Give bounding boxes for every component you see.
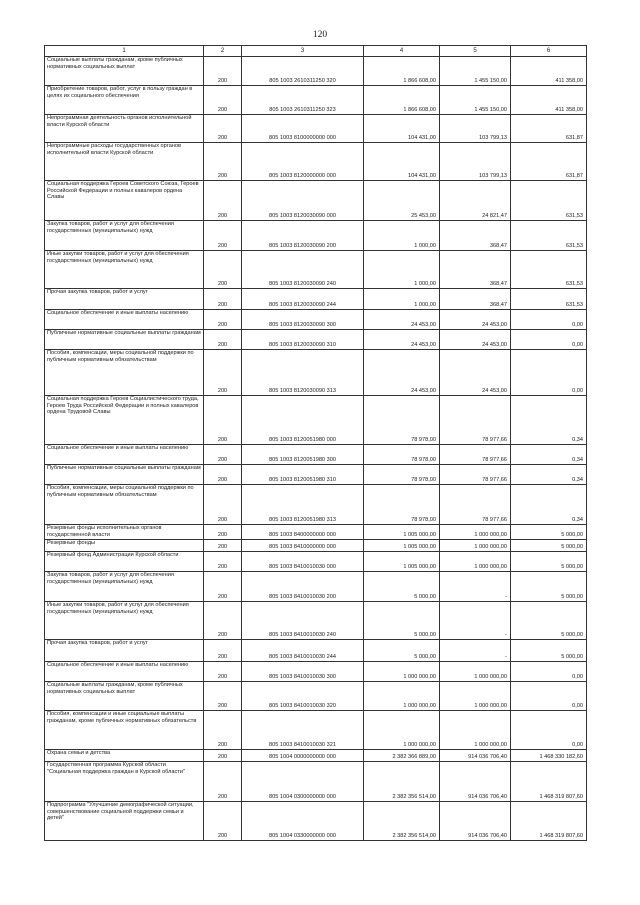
row-remainder: 631,87 <box>511 143 587 181</box>
row-name: Социальное обеспечение и иные выплаты населению <box>45 310 204 330</box>
row-plan: 24 453,00 <box>364 310 440 330</box>
row-plan: 1 866 608,00 <box>364 86 440 115</box>
row-plan: 1 005 000,00 <box>364 552 440 572</box>
row-executed: 78 977,66 <box>440 485 511 525</box>
table-row <box>45 143 587 181</box>
row-code: 805 1003 8410010030 321 <box>242 711 364 750</box>
row-code: 805 1003 8120030090 310 <box>242 330 364 350</box>
table-row <box>45 251 587 289</box>
row-code: 805 1003 8410000000 000 <box>242 540 364 552</box>
table-row <box>45 572 587 602</box>
row-section: 200 <box>204 350 242 396</box>
row-remainder: 0,34 <box>511 465 587 485</box>
table-row <box>45 330 587 350</box>
table-row <box>45 802 587 841</box>
row-plan: 1 000,00 <box>364 221 440 251</box>
table-row <box>45 465 587 485</box>
row-name: Резервные фонды исполнительных органов государственной власти <box>45 525 204 540</box>
row-section: 200 <box>204 572 242 602</box>
row-code: 805 1003 8410010030 244 <box>242 640 364 662</box>
row-section: 200 <box>204 750 242 762</box>
row-code: 805 1004 0330000000 000 <box>242 802 364 841</box>
row-section: 200 <box>204 602 242 640</box>
row-remainder: 5 000,00 <box>511 602 587 640</box>
table-row <box>45 289 587 310</box>
table-row <box>45 396 587 445</box>
row-section: 200 <box>204 802 242 841</box>
row-executed: 78 977,66 <box>440 445 511 465</box>
row-plan: 1 000,00 <box>364 251 440 289</box>
row-remainder: 631,53 <box>511 251 587 289</box>
table-row <box>45 350 587 396</box>
row-plan: 78 978,00 <box>364 485 440 525</box>
row-remainder: 631,53 <box>511 289 587 310</box>
row-code: 805 1003 8120030090 240 <box>242 251 364 289</box>
row-plan: 1 000 000,00 <box>364 662 440 682</box>
row-section: 200 <box>204 525 242 540</box>
row-executed: - <box>440 572 511 602</box>
row-plan: 1 000 000,00 <box>364 682 440 711</box>
row-remainder: 631,87 <box>511 115 587 143</box>
row-section: 200 <box>204 485 242 525</box>
table-row <box>45 221 587 251</box>
table-row <box>45 57 587 86</box>
row-plan: 104 431,00 <box>364 115 440 143</box>
row-remainder: 1 468 319 807,60 <box>511 802 587 841</box>
row-name: Приобретение товаров, работ, услуг в пользу граждан в целях их социального обеспечения <box>45 86 204 115</box>
row-code: 805 1003 8120030090 300 <box>242 310 364 330</box>
table-row <box>45 662 587 682</box>
row-executed: 368,47 <box>440 221 511 251</box>
row-section: 200 <box>204 762 242 802</box>
row-executed: 1 000 000,00 <box>440 711 511 750</box>
row-remainder: 411 358,00 <box>511 57 587 86</box>
row-plan: 78 978,00 <box>364 465 440 485</box>
row-section: 200 <box>204 445 242 465</box>
row-executed: 1 000 000,00 <box>440 662 511 682</box>
column-header-2: 2 <box>204 46 242 57</box>
row-name: Социальные выплаты гражданам, кроме публичных нормативных социальных выплат <box>45 57 204 86</box>
row-code: 805 1003 2610311250 323 <box>242 86 364 115</box>
row-remainder: 0,00 <box>511 682 587 711</box>
row-remainder: 0,34 <box>511 485 587 525</box>
row-section: 200 <box>204 251 242 289</box>
table-row <box>45 552 587 572</box>
row-section: 200 <box>204 711 242 750</box>
row-name: Иные закупки товаров, работ и услуг для обеспечения государственных (муниципальных) нужд <box>45 251 204 289</box>
row-remainder: 0,34 <box>511 445 587 465</box>
row-code: 805 1003 8120030090 313 <box>242 350 364 396</box>
row-name: Государственная программа Курской области "Социальная поддержка граждан в Курской области" <box>45 762 204 802</box>
row-plan: 24 453,00 <box>364 330 440 350</box>
row-code: 805 1003 8410010030 240 <box>242 602 364 640</box>
row-remainder: 1 468 330 182,60 <box>511 750 587 762</box>
table-row <box>45 640 587 662</box>
row-plan: 1 005 000,00 <box>364 540 440 552</box>
row-plan: 25 453,00 <box>364 181 440 221</box>
table-row <box>45 682 587 711</box>
row-name: Резервные фонды <box>45 540 204 552</box>
row-executed: 78 977,66 <box>440 465 511 485</box>
row-executed: 103 799,13 <box>440 115 511 143</box>
row-executed: 914 036 706,40 <box>440 802 511 841</box>
row-plan: 2 382 366 889,00 <box>364 750 440 762</box>
row-code: 805 1003 8400000000 000 <box>242 525 364 540</box>
row-section: 200 <box>204 115 242 143</box>
row-plan: 1 866 608,00 <box>364 57 440 86</box>
row-plan: 24 453,00 <box>364 350 440 396</box>
row-name: Публичные нормативные социальные выплаты гражданам <box>45 465 204 485</box>
table-row <box>45 602 587 640</box>
row-name: Закупка товаров, работ и услуг для обеспечения государственных (муниципальных) нужд <box>45 221 204 251</box>
page-number: 120 <box>312 30 328 40</box>
row-code: 805 1003 8120030090 244 <box>242 289 364 310</box>
table-row <box>45 525 587 540</box>
row-executed: 368,47 <box>440 289 511 310</box>
row-code: 805 1003 8410010030 320 <box>242 682 364 711</box>
row-executed: 24 453,00 <box>440 350 511 396</box>
row-remainder: 411 358,00 <box>511 86 587 115</box>
row-remainder: 1 468 319 807,60 <box>511 762 587 802</box>
row-name: Пособия, компенсации и иные социальные выплаты гражданам, кроме публичных нормативных обязательств <box>45 711 204 750</box>
row-code: 805 1003 8120000000 000 <box>242 143 364 181</box>
column-header-4: 4 <box>364 46 440 57</box>
table-row <box>45 310 587 330</box>
row-code: 805 1003 8120051980 310 <box>242 465 364 485</box>
row-name: Публичные нормативные социальные выплаты гражданам <box>45 330 204 350</box>
row-remainder: 0,00 <box>511 310 587 330</box>
row-executed: 1 455 150,00 <box>440 86 511 115</box>
row-name: Социальное обеспечение и иные выплаты населению <box>45 445 204 465</box>
row-remainder: 631,53 <box>511 181 587 221</box>
row-executed: - <box>440 640 511 662</box>
row-name: Закупка товаров, работ и услуг для обеспечения государственных (муниципальных) нужд <box>45 572 204 602</box>
column-header-1: 1 <box>45 46 204 57</box>
column-number-row <box>45 46 587 57</box>
table-row <box>45 181 587 221</box>
row-section: 200 <box>204 310 242 330</box>
row-name: Прочая закупка товаров, работ и услуг <box>45 289 204 310</box>
table-row <box>45 750 587 762</box>
row-executed: 24 453,00 <box>440 330 511 350</box>
row-executed: 1 000 000,00 <box>440 540 511 552</box>
row-name: Непрограммная деятельность органов исполнительной власти Курской области <box>45 115 204 143</box>
row-remainder: 5 000,00 <box>511 540 587 552</box>
row-section: 200 <box>204 662 242 682</box>
row-plan: 1 005 000,00 <box>364 525 440 540</box>
row-plan: 2 382 356 514,00 <box>364 802 440 841</box>
table-row <box>45 711 587 750</box>
row-name: Непрограммные расходы государственных органов исполнительной власти Курской области <box>45 143 204 181</box>
table-row <box>45 762 587 802</box>
row-name: Социальная поддержка Героев Социалистического труда, Героев Труда Российской Федерации и полных кавалеров ордена Трудовой Славы <box>45 396 204 445</box>
row-section: 200 <box>204 396 242 445</box>
row-section: 200 <box>204 181 242 221</box>
row-section: 200 <box>204 552 242 572</box>
table-row <box>45 445 587 465</box>
row-section: 200 <box>204 682 242 711</box>
row-executed: 1 000 000,00 <box>440 552 511 572</box>
row-remainder: 5 000,00 <box>511 572 587 602</box>
row-code: 805 1003 8100000000 000 <box>242 115 364 143</box>
row-section: 200 <box>204 465 242 485</box>
row-section: 200 <box>204 640 242 662</box>
row-executed: 914 036 706,40 <box>440 750 511 762</box>
row-code: 805 1003 2610311250 320 <box>242 57 364 86</box>
row-name: Подпрограмма "Улучшение демографической ситуации, совершенствование социальной поддержки семьи и детей" <box>45 802 204 841</box>
row-executed: 1 000 000,00 <box>440 682 511 711</box>
column-header-3: 3 <box>242 46 364 57</box>
row-section: 200 <box>204 330 242 350</box>
row-executed: 103 799,13 <box>440 143 511 181</box>
row-executed: - <box>440 602 511 640</box>
row-remainder: 5 000,00 <box>511 525 587 540</box>
row-code: 805 1003 8410010030 300 <box>242 662 364 682</box>
row-code: 805 1003 8120051980 300 <box>242 445 364 465</box>
row-name: Прочая закупка товаров, работ и услуг <box>45 640 204 662</box>
column-header-5: 5 <box>440 46 511 57</box>
row-section: 200 <box>204 57 242 86</box>
row-executed: 24 821,47 <box>440 181 511 221</box>
row-name: Социальные выплаты гражданам, кроме публичных нормативных социальных выплат <box>45 682 204 711</box>
table-row <box>45 540 587 552</box>
row-plan: 2 382 356 514,00 <box>364 762 440 802</box>
row-name: Охрана семьи и детства <box>45 750 204 762</box>
row-code: 805 1003 8120051980 313 <box>242 485 364 525</box>
row-remainder: 0,00 <box>511 662 587 682</box>
row-section: 200 <box>204 143 242 181</box>
row-name: Пособия, компенсации, меры социальной поддержки по публичным нормативным обязательствам <box>45 350 204 396</box>
row-executed: 78 977,66 <box>440 396 511 445</box>
row-code: 805 1003 8120030090 200 <box>242 221 364 251</box>
row-plan: 1 000,00 <box>364 289 440 310</box>
row-remainder: 0,34 <box>511 396 587 445</box>
row-code: 805 1004 0300000000 000 <box>242 762 364 802</box>
row-code: 805 1003 8410010030 200 <box>242 572 364 602</box>
row-code: 805 1003 8120051980 000 <box>242 396 364 445</box>
row-plan: 5 000,00 <box>364 572 440 602</box>
row-executed: 368,47 <box>440 251 511 289</box>
budget-table <box>44 45 587 841</box>
column-header-6: 6 <box>511 46 587 57</box>
row-code: 805 1003 8410010030 000 <box>242 552 364 572</box>
row-plan: 104 431,00 <box>364 143 440 181</box>
row-name: Иные закупки товаров, работ и услуг для обеспечения государственных (муниципальных) нужд <box>45 602 204 640</box>
row-executed: 914 036 706,40 <box>440 762 511 802</box>
row-plan: 5 000,00 <box>364 640 440 662</box>
row-remainder: 0,00 <box>511 330 587 350</box>
table-row <box>45 86 587 115</box>
row-remainder: 5 000,00 <box>511 640 587 662</box>
row-name: Пособия, компенсации, меры социальной поддержки по публичным нормативным обязательствам <box>45 485 204 525</box>
row-name: Резервный фонд Администрации Курской области <box>45 552 204 572</box>
row-remainder: 0,00 <box>511 711 587 750</box>
row-code: 805 1004 0000000000 000 <box>242 750 364 762</box>
row-name: Социальное обеспечение и иные выплаты населению <box>45 662 204 682</box>
row-executed: 24 453,00 <box>440 310 511 330</box>
row-section: 200 <box>204 221 242 251</box>
row-name: Социальная поддержка Героев Советского Союза, Героев Российской Федерации и полных кавалеров ордена Славы <box>45 181 204 221</box>
table-row <box>45 115 587 143</box>
row-executed: 1 000 000,00 <box>440 525 511 540</box>
row-code: 805 1003 8120030090 000 <box>242 181 364 221</box>
row-section: 200 <box>204 540 242 552</box>
row-section: 200 <box>204 86 242 115</box>
row-remainder: 631,53 <box>511 221 587 251</box>
row-plan: 78 978,00 <box>364 445 440 465</box>
row-plan: 5 000,00 <box>364 602 440 640</box>
row-executed: 1 455 150,00 <box>440 57 511 86</box>
row-plan: 78 978,00 <box>364 396 440 445</box>
row-plan: 1 000 000,00 <box>364 711 440 750</box>
table-row <box>45 485 587 525</box>
row-remainder: 5 000,00 <box>511 552 587 572</box>
row-remainder: 0,00 <box>511 350 587 396</box>
row-section: 200 <box>204 289 242 310</box>
